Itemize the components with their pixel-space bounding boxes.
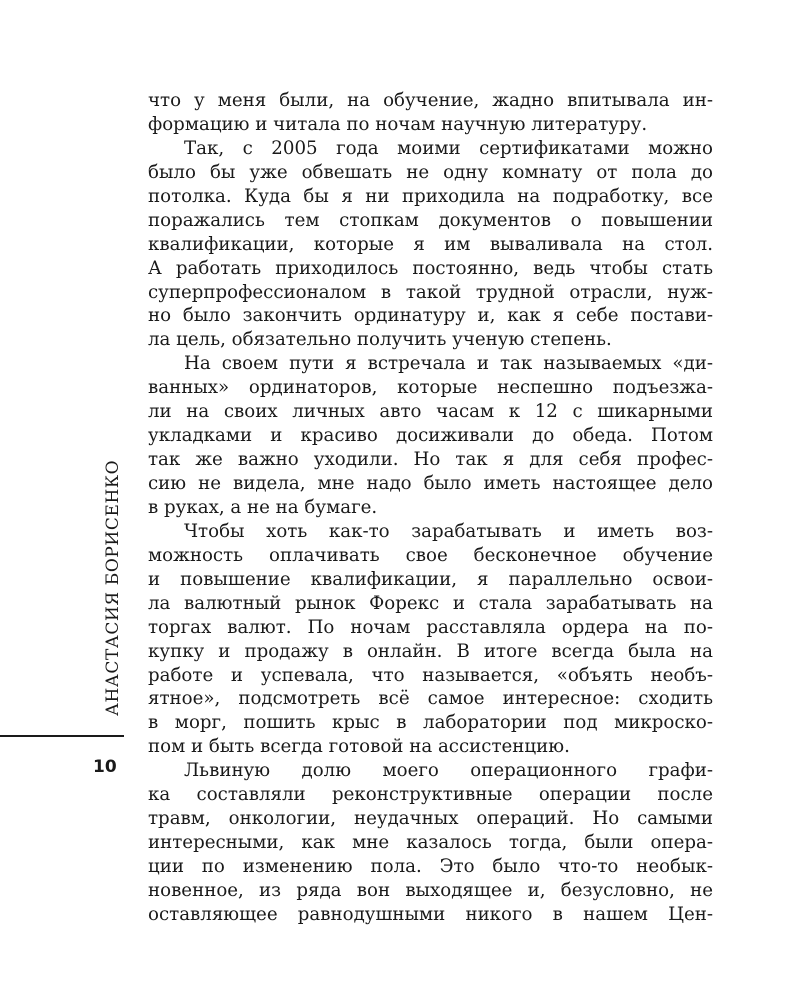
text-line: сию не видела, мне надо было иметь настоящее дело [148,473,713,494]
text-line: оставляющее равнодушными никого в нашем Цен- [148,903,713,925]
text-line: А работать приходилось постоянно, ведь чтобы стать [148,257,713,279]
text-line: и повышение квалификации, я параллельно освои- [148,568,713,590]
text-line: ции по изменению пола. Это было что-то необык- [148,856,713,877]
text-line: в морг, пошить крыс в лаборатории под микроско- [148,712,713,734]
text-line: формацию и читала по ночам научную литературу. [148,113,648,135]
body-text [148,89,713,927]
text-line: новенное, из ряда вон выходящее и, безусловно, не [148,879,713,901]
page-margin [0,0,140,1000]
text-line: интересными, как мне казалось тогда, были опера- [148,832,713,854]
text-line: На своем пути я встречала и так называемых «ди- [184,353,713,375]
margin-rule [0,735,124,737]
text-line: купку и продажу в онлайн. В итоге всегда была на [148,640,713,662]
text-line: квалификации, которые я им вываливала на стол. [148,233,713,255]
text-line: потолка. Куда бы я ни приходила на подработку, все [148,185,713,207]
text-line: Львиную долю моего операционного графи- [184,760,713,782]
text-line: ятное», подсмотреть всё самое интересное: сходить [148,688,713,710]
text-line: ли на своих личных авто часам к 12 с шикарными [148,401,713,423]
text-line: поражались тем стопкам документов о повышении [148,209,713,231]
author-running-head: АНАСТАСИЯ БОРИСЕНКО [103,459,123,716]
text-line: Чтобы хоть как-то зарабатывать и иметь воз- [184,520,713,542]
text-line: ванных» ординаторов, которые неспешно подъезжа- [148,377,713,399]
text-line: работе и успевала, что называется, «объять необъ- [148,664,713,686]
text-line: ла валютный рынок Форекс и стала зарабатывать на [148,592,713,614]
text-line: ка составляли реконструктивные операции после [148,784,713,806]
text-line: в руках, а не на бумаге. [148,496,378,518]
text-line: пом и быть всегда готовой на ассистенцию. [148,736,570,758]
text-line: так же важно уходили. Но так я для себя профес- [148,449,713,471]
text-line: суперпрофессионалом в такой трудной отрасли, нуж- [148,281,713,303]
text-line: было бы уже обвешать не одну комнату от пола до [148,161,713,183]
text-line: Так, с 2005 года моими сертификатами можно [184,137,713,159]
text-line: что у меня были, на обучение, жадно впитывала ин- [148,90,713,111]
text-line: ла цель, обязательно получить ученую степень. [148,329,612,351]
text-line: но было закончить ординатуру и, как я себе постави- [148,305,713,327]
page-number: 10 [93,757,117,777]
text-line: травм, онкологии, неудачных операций. Но самыми [148,808,713,830]
text-line: можность оплачивать свое бесконечное обучение [148,544,713,566]
text-line: торгах валют. По ночам расставляла ордера на по- [148,616,713,638]
text-line: укладками и красиво досиживали до обеда. Потом [148,425,713,447]
